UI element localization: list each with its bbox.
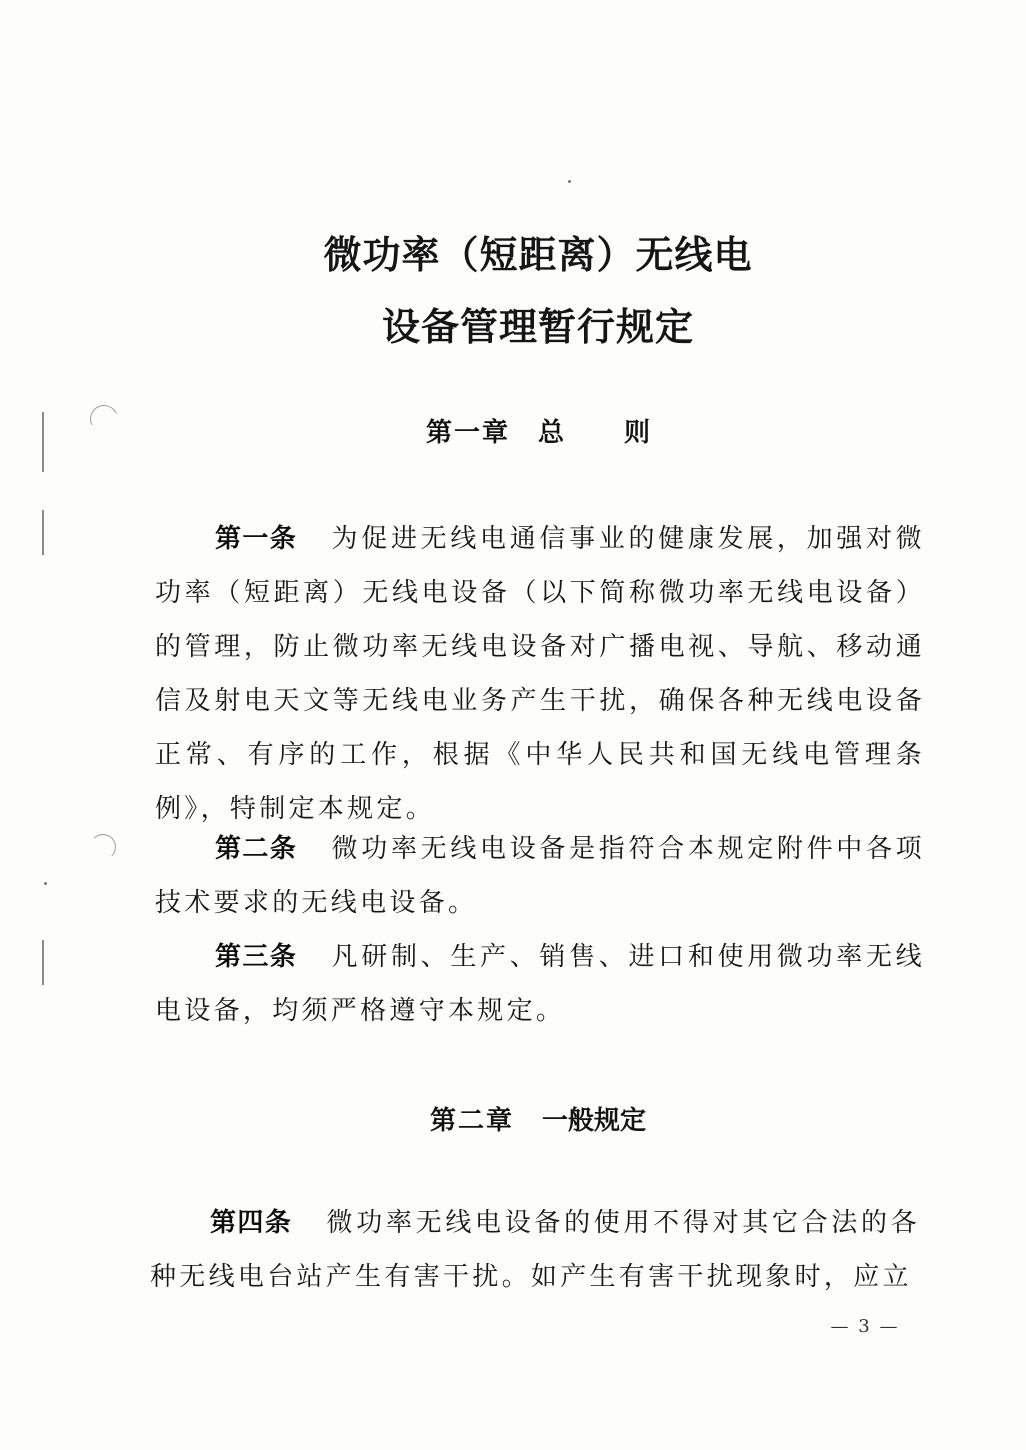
scan-speck — [568, 180, 571, 183]
article-3 — [155, 930, 925, 1038]
scan-margin-mark — [42, 510, 44, 555]
chapter-1-heading — [0, 412, 1026, 449]
punch-hole-mark — [90, 834, 116, 860]
scan-speck — [44, 882, 47, 885]
chapter-1-name-part-2: 则 — [624, 418, 651, 448]
article-1 — [155, 512, 925, 836]
article-2-label: 第二条 — [215, 834, 298, 864]
chapter-2-name: 一般规定 — [542, 1106, 647, 1136]
chapter-2-number: 第二章 — [429, 1106, 514, 1136]
page-number: — 3 — — [830, 1316, 900, 1337]
document-title-line-2: 设备管理暂行规定 — [381, 304, 694, 349]
chapter-1-number: 第一章 — [425, 418, 510, 448]
article-4-text: 微功率无线电设备的使用不得对其它合法的各种无线电台站产生有害干扰。如产生有害干扰现象时，应立 — [150, 1208, 920, 1292]
article-3-text: 凡研制、生产、销售、进口和使用微功率无线电设备，均须严格遵守本规定。 — [155, 942, 925, 1026]
document-title-line-1: 微功率（短距离）无线电 — [323, 232, 753, 277]
article-1-label: 第一条 — [215, 524, 298, 554]
article-1-text: 为促进无线电通信事业的健康发展，加强对微功率（短距离）无线电设备（以下简称微功率无线电设备）的管理，防止微功率无线电设备对广播电视、导航、移动通信及射电天文等无线电业务产生干扰，确保各种无线电设备正常、有序的工作，根据《中华人民共和国无线电管理条例》，特制定本规定。 — [155, 524, 925, 824]
article-3-label: 第三条 — [215, 942, 298, 972]
article-4 — [150, 1196, 920, 1304]
scan-margin-mark — [42, 940, 44, 985]
article-2 — [155, 822, 925, 930]
article-2-text: 微功率无线电设备是指符合本规定附件中各项技术要求的无线电设备。 — [155, 834, 925, 918]
article-4-label: 第四条 — [210, 1208, 293, 1238]
chapter-1-name-part-1: 总 — [537, 418, 564, 448]
chapter-2-heading — [0, 1100, 1026, 1137]
